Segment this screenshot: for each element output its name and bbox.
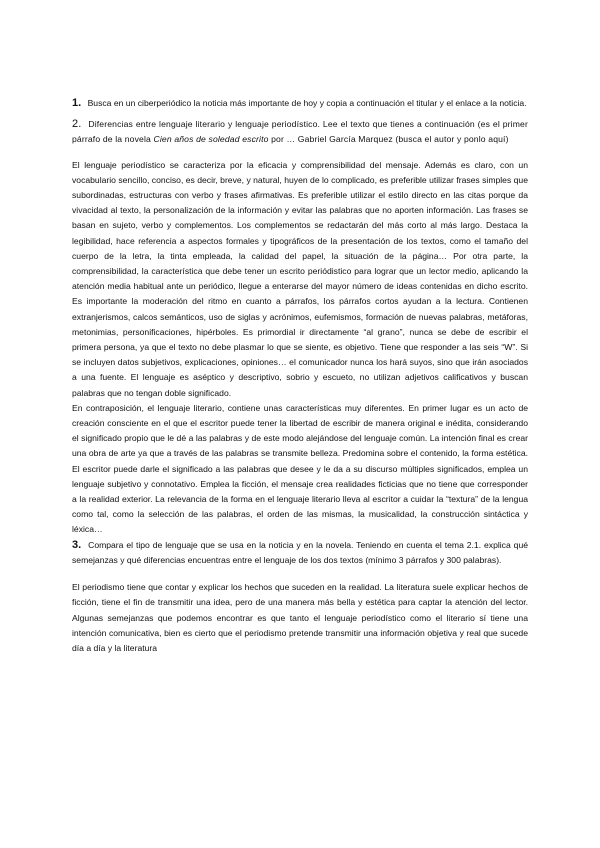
question-2-number: 2.	[72, 118, 82, 131]
question-2-text: Diferencias entre lenguaje literario y lenguaje periodístico. Lee el texto que tienes a continuación (es el primer párrafo de la novela	[72, 119, 528, 145]
question-1-text: Busca en un ciberperiódico la noticia más importante de hoy y copia a continuación el titular y el enlace a la noticia.	[87, 98, 527, 108]
question-1	[72, 96, 528, 111]
question-2-author-prompt: por … Gabriel García Marquez (busca el autor y ponlo aquí)	[268, 134, 509, 145]
novel-title: Cien años de soledad escrito	[153, 134, 269, 145]
question-3-text: Compara el tipo de lenguaje que se usa en la noticia y en la novela. Teniendo en cuenta el tema 2.1. explica qué semejanzas y qué diferencias encuentras entre el lenguaje de los dos textos (mínimo 3 párrafos y 300 palabras).	[72, 539, 529, 565]
literary-language-paragraph: En contraposición, el lenguaje literario, contiene unas características muy diferentes. En primer lugar es un acto de creación consciente en el que el escritor puede tener la libertad de escribir de manera original e inédita, considerando el significado propio que le dé a las palabras y de este modo alejándose del lenguaje común. La intención final es crear una obra de arte ya que a través de las palabras se transmite belleza. Predomina sobre el contenido, la forma estética. El escritor puede darle el significado a las palabras que desee y le da a su discurso múltiples significados, emplea un lenguaje subjetivo y connotativo. Emplea la ficción, el mensaje crea realidades ficticias que no tiene que corresponder a la realidad exterior. La relevancia de la forma en el lenguaje literario lleva al escritor a cuidar la “textura” de la lengua como tal, como la selección de las palabras, el orden de las mismas, la musicalidad, la construcción sintáctica y léxica…	[72, 402, 528, 535]
journalistic-language-paragraph: El lenguaje periodístico se caracteriza por la eficacia y comprensibilidad del mensaje. Además es claro, con un vocabulario sencillo, conciso, es decir, breve, y natural, huyen de lo complicado, es preferible utilizar frases simples que subordinadas, estructuras con verbo y frases afirmativas. Es preferible utilizar el estilo directo en las citas porque da vivacidad al texto, la personalización de la información y evitar las palabras que no aporten información. Las frases se basan en sujeto, verbo y complementos. Los complementos se redactarán del más corto al más largo. Destaca la legibilidad, hace referencia a aspectos formales y tipográficos de la presentación de los textos, como el tamaño del cuerpo de la letra, la tinta empleada, la calidad del papel, la situación de la página… Por otra parte, la comprensibilidad, la característica que debe tener un escrito periódistico para lograr que un lector medio, aplicando la atención media habitual ante un periódico, llegue a enterarse del mayor número de ideas contenidas en dicho escrito. Es importante la moderación del ritmo en cuanto a párrafos, los párrafos cortos ayudan a la lectura. Contienen extranjerismos, calcos semánticos, uso de siglas y acrónimos, eufemismos, formación de nuevas palabras, metáforas, metonimias, personificaciones, hipérboles. Es primordial ir directamente “al grano”, nunca se debe de escribir el primera persona, ya que el texto no debe plasmar lo que se siente, es objetivo. Tiene que responder a las seis “W”. Si se incluyen datos subjetivos, explicaciones, opiniones… el comunicador nunca los hará suyos, sino que irán asociados a una fuente. El lenguaje es aséptico y descriptivo, sobrio y escueto, no utilizan adjetivos calificativos y buscan palabras que no tengan doble significado.	[72, 159, 528, 398]
question-3	[72, 538, 528, 568]
question-2	[72, 117, 528, 147]
question-1-number: 1.	[72, 97, 82, 109]
answer-paragraph: El periodismo tiene que contar y explicar los hechos que suceden en la realidad. La literatura suele explicar hechos de ficción, tiene el fin de transmitir una idea, pero de una manera más bella y estética para captar la atención del lector. Algunas semejanzas que podemos encontrar es que tanto el lenguaje periodístico como el literario sí tiene una intención comunicativa, bien es cierto que el periodismo pretende transmitir una información objetiva y real que sucede día a día y la literatura	[72, 582, 528, 653]
document-page	[72, 96, 528, 656]
question-3-number: 3.	[72, 538, 82, 551]
